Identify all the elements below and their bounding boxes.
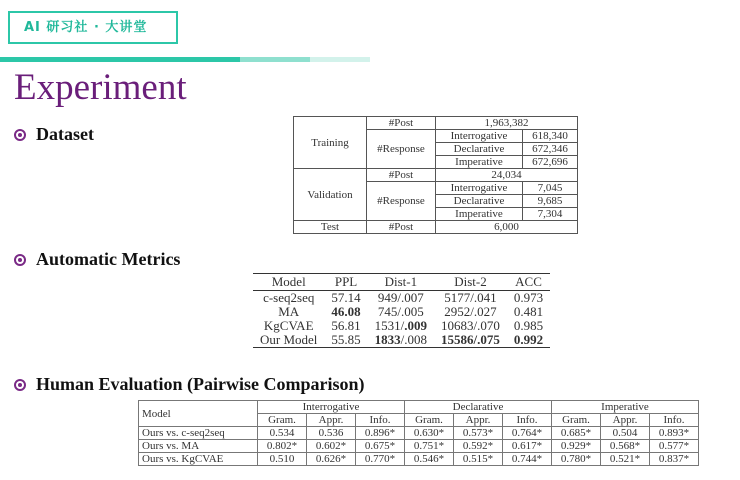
cell: 55.85 bbox=[331, 332, 361, 347]
table-row bbox=[139, 440, 699, 453]
cell: 0.675* bbox=[356, 440, 405, 453]
group-header: Imperative bbox=[552, 401, 699, 414]
cell-part: /.007 bbox=[397, 290, 424, 305]
bullet-dataset bbox=[14, 124, 94, 145]
human-eval-table bbox=[138, 400, 699, 466]
cell bbox=[434, 333, 507, 348]
column-header: Model bbox=[139, 401, 258, 427]
cell: 0.626* bbox=[307, 453, 356, 466]
column-header: Dist-2 bbox=[434, 274, 507, 291]
cell: 0.577* bbox=[650, 440, 699, 453]
cell: 618,340 bbox=[523, 130, 578, 143]
column-header: Appr. bbox=[307, 414, 356, 427]
cell: 0.744* bbox=[503, 453, 552, 466]
bullet-icon bbox=[14, 254, 26, 266]
column-header: PPL bbox=[324, 274, 367, 291]
cell: 0.546* bbox=[405, 453, 454, 466]
cell-part: 15586/ bbox=[441, 332, 478, 347]
cell: 7,045 bbox=[523, 182, 578, 195]
column-header: Appr. bbox=[454, 414, 503, 427]
cell: 9,685 bbox=[523, 195, 578, 208]
table-header-row bbox=[139, 401, 699, 414]
cell: Ours vs. c-seq2seq bbox=[139, 427, 258, 440]
column-header: Gram. bbox=[552, 414, 601, 427]
cell-part: 1531/ bbox=[374, 318, 405, 333]
column-header: Info. bbox=[650, 414, 699, 427]
column-header: Info. bbox=[503, 414, 552, 427]
cell bbox=[434, 319, 507, 333]
cell: 0.992 bbox=[513, 332, 544, 347]
table-row bbox=[253, 319, 550, 333]
cell-part: 1833 bbox=[374, 332, 401, 347]
group-header: Interrogative bbox=[258, 401, 405, 414]
cell: 0.685* bbox=[552, 427, 601, 440]
cell: Test bbox=[294, 221, 367, 234]
cell-part: /.008 bbox=[400, 332, 428, 347]
cell-part: 745 bbox=[377, 304, 398, 319]
cell: 0.504 bbox=[601, 427, 650, 440]
column-header: Gram. bbox=[405, 414, 454, 427]
cell-part: 5177 bbox=[444, 290, 471, 305]
cell-part: .075 bbox=[477, 332, 500, 347]
bullet-label: Human Evaluation (Pairwise Comparison) bbox=[36, 374, 365, 394]
bullet-label: Dataset bbox=[36, 124, 94, 144]
bullet-icon bbox=[14, 129, 26, 141]
cell: 0.481 bbox=[513, 304, 544, 319]
group-header: Declarative bbox=[405, 401, 552, 414]
cell: 0.896* bbox=[356, 427, 405, 440]
cell: #Response bbox=[367, 182, 436, 221]
dataset-table bbox=[293, 116, 578, 234]
table-row bbox=[253, 333, 550, 348]
cell: 0.534 bbox=[258, 427, 307, 440]
cell: 0.893* bbox=[650, 427, 699, 440]
cell bbox=[434, 305, 507, 319]
cell bbox=[434, 291, 507, 306]
cell: #Post bbox=[367, 221, 436, 234]
table-row bbox=[253, 291, 550, 306]
cell-part: /.027 bbox=[470, 304, 497, 319]
cell: #Post bbox=[367, 169, 436, 182]
header-stripe-light bbox=[240, 57, 310, 62]
cell: 0.617* bbox=[503, 440, 552, 453]
bullet-label: Automatic Metrics bbox=[36, 249, 181, 269]
cell: Declarative bbox=[436, 195, 523, 208]
cell: 0.510 bbox=[258, 453, 307, 466]
slide-title: Experiment bbox=[14, 67, 187, 108]
cell: 0.568* bbox=[601, 440, 650, 453]
cell: 0.770* bbox=[356, 453, 405, 466]
cell: Ours vs. MA bbox=[139, 440, 258, 453]
cell: Imperative bbox=[436, 208, 523, 221]
column-header: Gram. bbox=[258, 414, 307, 427]
table-row bbox=[139, 453, 699, 466]
cell: 0.837* bbox=[650, 453, 699, 466]
cell: 57.14 bbox=[331, 290, 361, 305]
bullet-automatic-metrics bbox=[14, 249, 180, 270]
cell: 0.515* bbox=[454, 453, 503, 466]
cell: c-seq2seq bbox=[263, 290, 315, 305]
cell-part: 2952 bbox=[444, 304, 471, 319]
cell: 7,304 bbox=[523, 208, 578, 221]
cell-part: 949 bbox=[377, 290, 398, 305]
cell-part: /.005 bbox=[397, 304, 424, 319]
table-row bbox=[139, 427, 699, 440]
cell: 1,963,382 bbox=[436, 117, 578, 130]
cell: 0.751* bbox=[405, 440, 454, 453]
bullet-human-evaluation bbox=[14, 374, 365, 395]
cell: Ours vs. KgCVAE bbox=[139, 453, 258, 466]
cell: 0.630* bbox=[405, 427, 454, 440]
cell: 672,696 bbox=[523, 156, 578, 169]
cell: MA bbox=[278, 304, 300, 319]
cell: 46.08 bbox=[331, 304, 361, 319]
cell: Declarative bbox=[436, 143, 523, 156]
cell: Interrogative bbox=[436, 182, 523, 195]
header-stripe-faint bbox=[310, 57, 370, 62]
cell: 0.929* bbox=[552, 440, 601, 453]
column-header: Dist-1 bbox=[368, 274, 434, 291]
cell bbox=[368, 319, 434, 333]
cell: 6,000 bbox=[436, 221, 578, 234]
cell bbox=[368, 333, 434, 348]
cell bbox=[368, 305, 434, 319]
column-header: Info. bbox=[356, 414, 405, 427]
cell: KgCVAE bbox=[263, 318, 314, 333]
cell: Imperative bbox=[436, 156, 523, 169]
cell: 0.592* bbox=[454, 440, 503, 453]
cell: Training bbox=[294, 117, 367, 169]
cell-part: .009 bbox=[404, 318, 428, 333]
cell: 0.602* bbox=[307, 440, 356, 453]
table-row bbox=[253, 305, 550, 319]
cell: Validation bbox=[294, 169, 367, 221]
cell: 0.764* bbox=[503, 427, 552, 440]
cell: 0.521* bbox=[601, 453, 650, 466]
cell: Our Model bbox=[260, 332, 318, 347]
cell: 0.573* bbox=[454, 427, 503, 440]
column-header: ACC bbox=[507, 274, 550, 291]
cell: 24,034 bbox=[436, 169, 578, 182]
column-header: Model bbox=[253, 274, 324, 291]
cell-part: 10683 bbox=[441, 318, 474, 333]
cell: 56.81 bbox=[331, 318, 361, 333]
cell: 672,346 bbox=[523, 143, 578, 156]
cell: 0.973 bbox=[513, 290, 544, 305]
cell: #Post bbox=[367, 117, 436, 130]
cell: 0.536 bbox=[307, 427, 356, 440]
brand-badge bbox=[8, 11, 178, 44]
cell bbox=[368, 291, 434, 306]
cell: #Response bbox=[367, 130, 436, 169]
cell: Interrogative bbox=[436, 130, 523, 143]
table-header-row bbox=[253, 274, 550, 291]
cell-part: /.070 bbox=[473, 318, 500, 333]
brand-badge-text: AI 研习社 · 大讲堂 bbox=[24, 20, 148, 35]
cell: 0.780* bbox=[552, 453, 601, 466]
cell: 0.802* bbox=[258, 440, 307, 453]
bullet-icon bbox=[14, 379, 26, 391]
column-header: Appr. bbox=[601, 414, 650, 427]
header-stripe-teal bbox=[0, 57, 240, 62]
cell-part: /.041 bbox=[470, 290, 497, 305]
cell: 0.985 bbox=[513, 318, 544, 333]
metrics-table bbox=[253, 273, 550, 348]
